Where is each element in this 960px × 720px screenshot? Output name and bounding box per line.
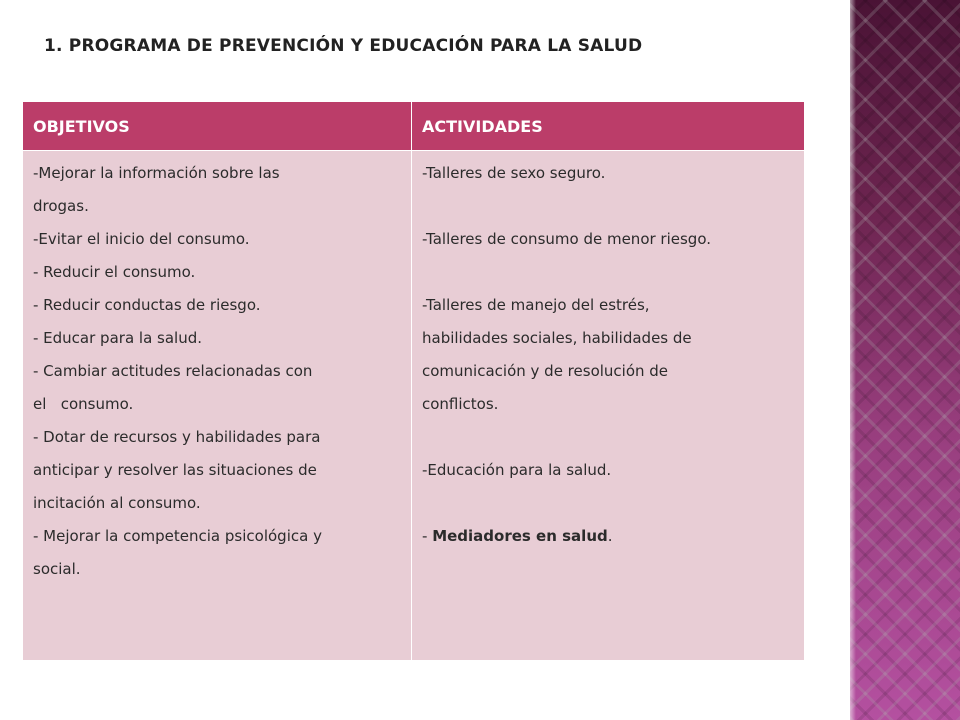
decorative-side-panel: [850, 0, 960, 720]
objetivo-line: - Reducir conductas de riesgo.: [33, 296, 261, 314]
objetivo-line: - Dotar de recursos y habilidades para: [33, 428, 321, 446]
header-actividades: ACTIVIDADES: [412, 102, 804, 150]
mediadores-bold-text: Mediadores en salud: [432, 527, 608, 545]
side-panel-edge: [850, 0, 856, 720]
actividad-talleres-estres-line: comunicación y de resolución de: [422, 362, 669, 380]
actividad-mediadores: [422, 520, 794, 553]
objetivos-cell: [23, 151, 411, 660]
actividad-educacion-salud: -Educación para la salud.: [422, 461, 612, 479]
objetivo-line: social.: [33, 560, 81, 578]
objetivo-line: - Reducir el consumo.: [33, 263, 196, 281]
program-table: [22, 101, 805, 661]
actividades-cell: [412, 151, 804, 660]
objetivo-line: incitación al consumo.: [33, 494, 201, 512]
page-title: 1. PROGRAMA DE PREVENCIÓN Y EDUCACIÓN PARA LA SALUD: [44, 36, 643, 56]
objetivo-line: anticipar y resolver las situaciones de: [33, 461, 317, 479]
actividad-talleres-estres-line: conflictos.: [422, 395, 499, 413]
header-objetivos: OBJETIVOS: [23, 102, 411, 150]
objetivo-line: el consumo.: [33, 395, 134, 413]
objetivo-line: drogas.: [33, 197, 89, 215]
actividad-talleres-sexo-seguro: -Talleres de sexo seguro.: [422, 164, 606, 182]
objetivo-line: - Mejorar la competencia psicológica y: [33, 527, 322, 545]
objetivo-line: - Educar para la salud.: [33, 329, 202, 347]
objetivo-line: - Cambiar actitudes relacionadas con: [33, 362, 313, 380]
actividad-talleres-menor-riesgo: -Talleres de consumo de menor riesgo.: [422, 230, 712, 248]
actividad-talleres-estres-line: habilidades sociales, habilidades de: [422, 329, 692, 347]
mediadores-suffix: .: [607, 527, 613, 545]
mediadores-prefix: -: [422, 527, 433, 545]
objetivo-line: -Evitar el inicio del consumo.: [33, 230, 250, 248]
objetivo-line: -Mejorar la información sobre las: [33, 164, 280, 182]
actividad-talleres-estres-line: -Talleres de manejo del estrés,: [422, 296, 650, 314]
